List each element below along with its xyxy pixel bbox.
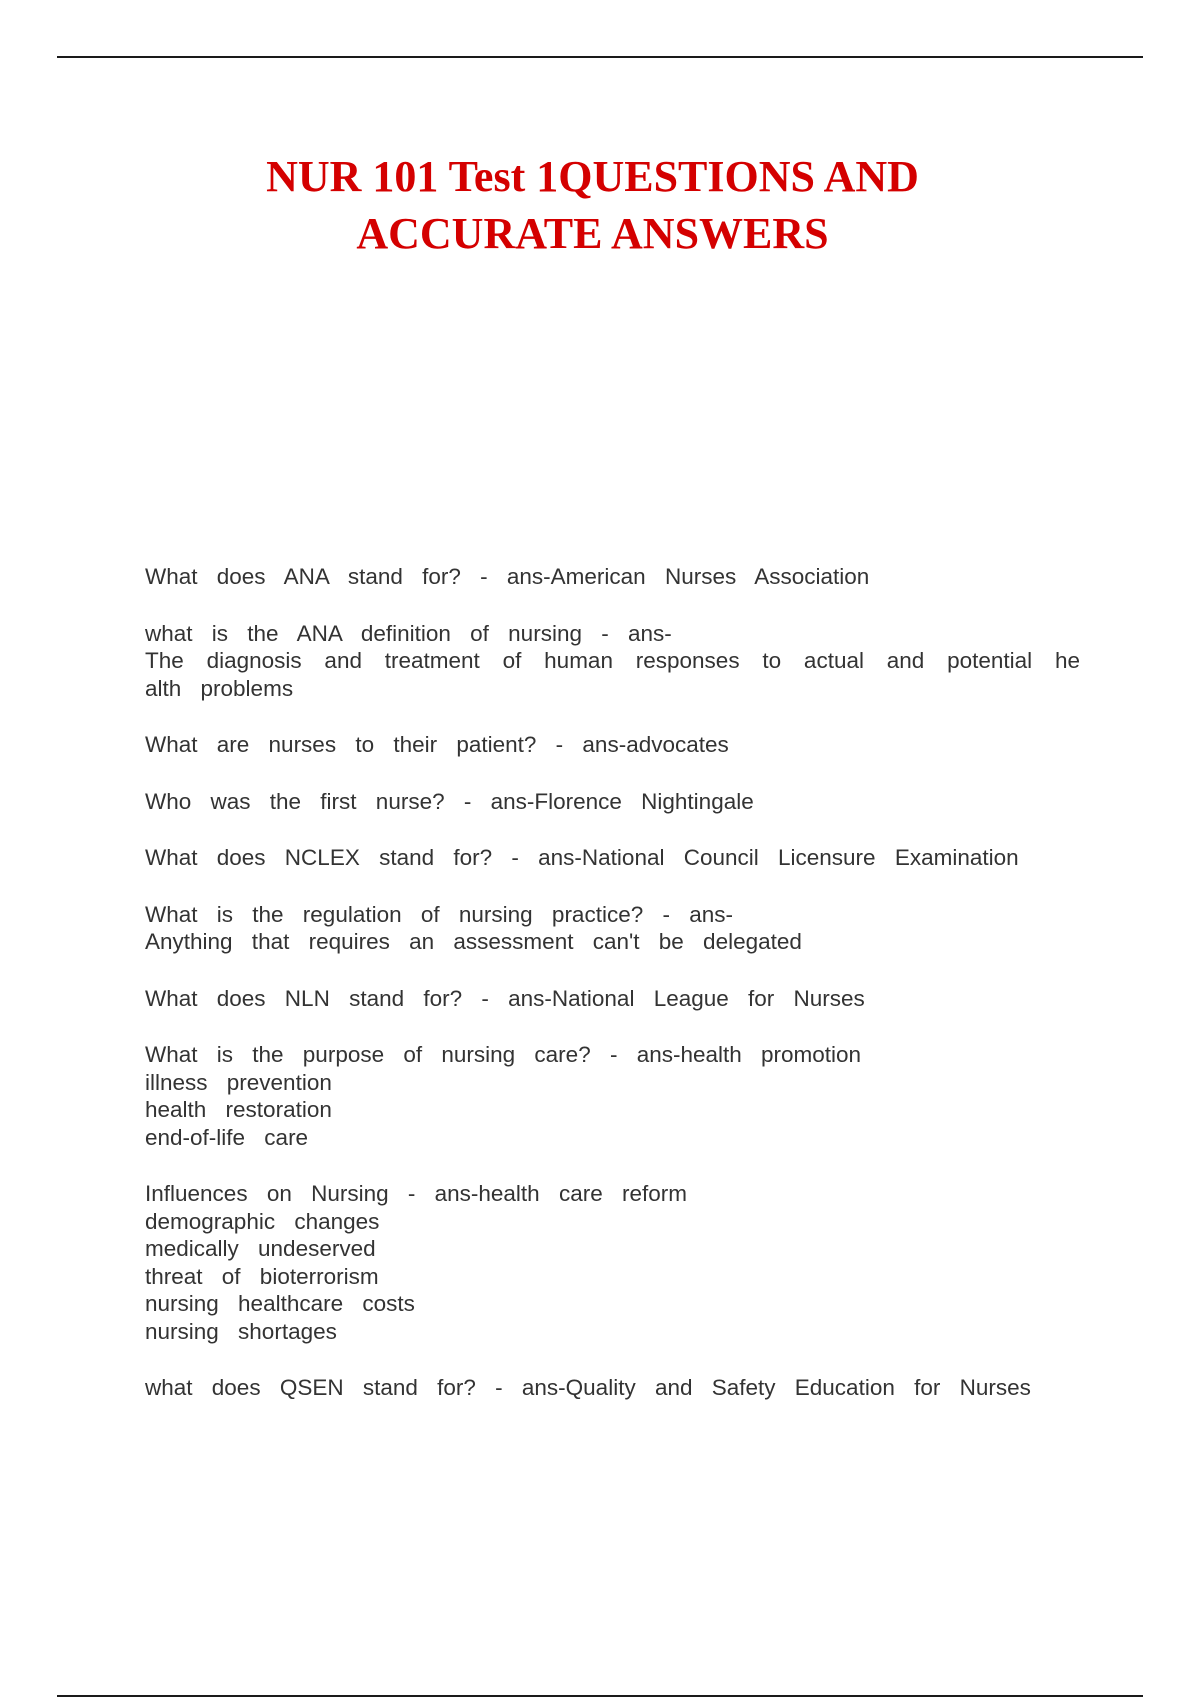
qa-line: medically undeserved [145,1236,376,1261]
qa-line: What does NLN stand for? - ans-National League for Nurses [145,985,865,1011]
qa-line: health restoration [145,1097,332,1122]
qa-line: end-of-life care [145,1124,309,1150]
qa-item [145,620,1080,703]
top-rule [57,56,1143,58]
qa-line: what does QSEN stand for? - ans-Quality and Safety Education for Nurses [145,1375,1031,1400]
qa-line: What does NCLEX stand for? - ans-National Council Licensure Examination [145,845,1019,870]
qa-item [145,1374,1080,1402]
qa-item [145,1180,1080,1345]
qa-line: threat of bioterrorism [145,1263,379,1289]
qa-line: Who was the first nurse? - ans-Florence Nightingale [145,788,754,814]
qa-item [145,731,1080,759]
bottom-rule [57,1695,1143,1697]
qa-item [145,788,1080,816]
qa-item [145,985,1080,1013]
document-title [130,148,1055,262]
qa-line: nursing healthcare costs [145,1291,415,1316]
qa-item [145,901,1080,956]
document-title-line: ACCURATE ANSWERS [356,209,829,258]
qa-item [145,1041,1080,1151]
qa-line: demographic changes [145,1208,380,1234]
qa-item [145,844,1080,872]
qa-line: alth problems [145,675,294,701]
qa-line: What is the regulation of nursing practice? - ans- [145,901,733,927]
qa-list [145,563,1080,1431]
document-title-line: NUR 101 Test 1QUESTIONS AND [266,152,919,201]
qa-line: What does ANA stand for? - ans-American Nurses Association [145,564,870,589]
qa-line: illness prevention [145,1069,332,1095]
qa-item [145,563,1080,591]
qa-line: what is the ANA definition of nursing - ans- [145,620,672,646]
qa-line: nursing shortages [145,1318,337,1344]
qa-line: The diagnosis and treatment of human responses to actual and potential he [145,648,1080,673]
qa-line: Influences on Nursing - ans-health care reform [145,1181,687,1206]
qa-line: What are nurses to their patient? - ans-advocates [145,732,729,757]
qa-line: What is the purpose of nursing care? - ans-health promotion [145,1042,862,1067]
qa-line: Anything that requires an assessment can't be delegated [145,929,802,954]
